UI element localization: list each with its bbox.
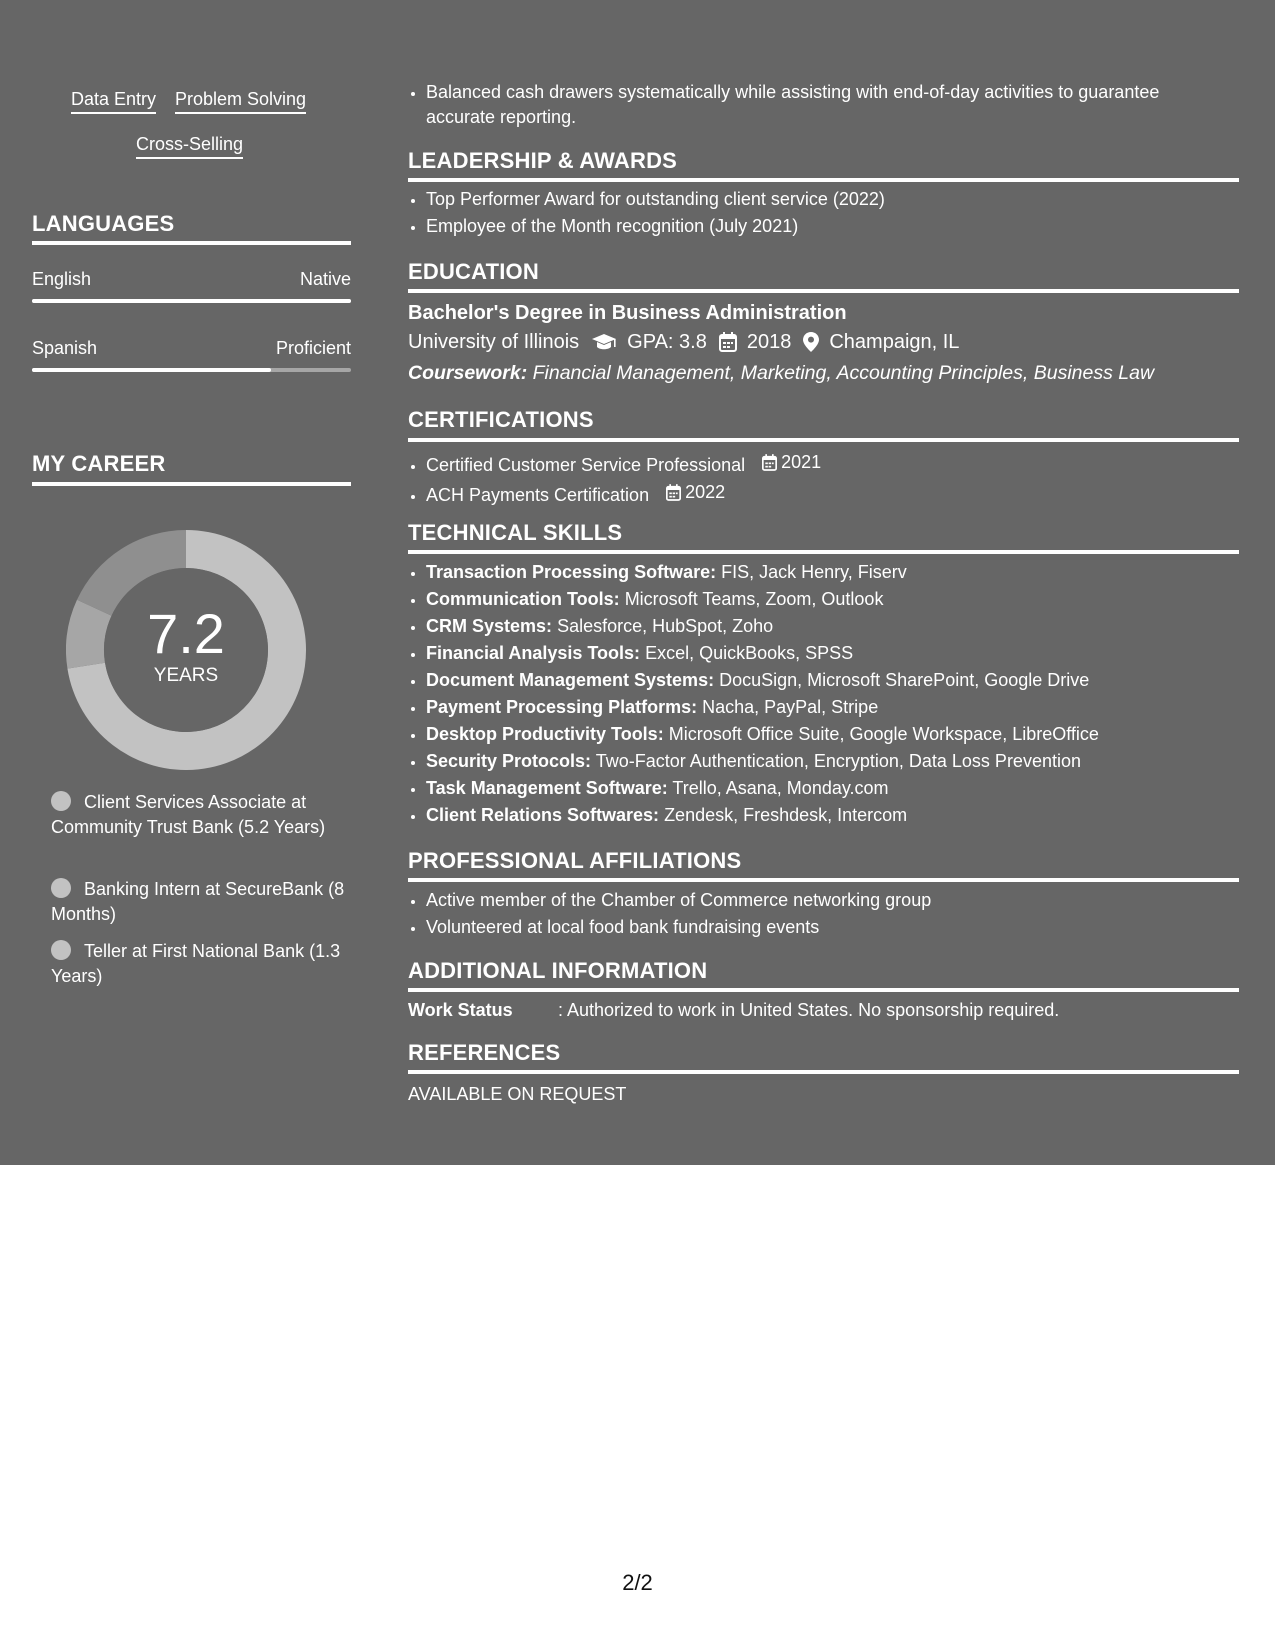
- language-bar-fill: [32, 368, 271, 372]
- languages-title: LANGUAGES: [32, 211, 175, 236]
- career-unit: YEARS: [153, 665, 219, 686]
- skill-value: Zendesk, Freshdesk, Intercom: [664, 805, 908, 825]
- calendar-icon: [762, 454, 777, 471]
- list-item: • Employee of the Month recognition (July 2021): [426, 213, 885, 240]
- list-item: [426, 613, 1099, 640]
- technical-skills-list: [408, 559, 1099, 829]
- education-coursework: [408, 360, 1154, 386]
- education-year: 2018: [746, 331, 792, 353]
- list-item: [426, 694, 1099, 721]
- section-rule: [408, 1070, 1239, 1074]
- sidebar: [32, 0, 351, 1165]
- career-title: MY CAREER: [32, 451, 166, 476]
- skill-label: Communication Tools:: [426, 589, 620, 609]
- skill-label: Security Protocols:: [426, 751, 592, 771]
- certification-name: ACH Payments Certification: [426, 485, 650, 505]
- list-item: • Volunteered at local food bank fundraising events: [426, 914, 931, 941]
- career-item: [51, 877, 351, 927]
- coursework-value: Financial Management, Marketing, Accounting Principles, Business Law: [532, 362, 1155, 384]
- skill-value: FIS, Jack Henry, Fiserv: [721, 562, 907, 582]
- skill-value: Microsoft Teams, Zoom, Outlook: [624, 589, 884, 609]
- skill-tag: Problem Solving: [175, 88, 306, 114]
- experience-bullets: [408, 80, 1231, 130]
- skill-label: Document Management Systems:: [426, 670, 715, 690]
- list-item: • Top Performer Award for outstanding client service (2022): [426, 186, 885, 213]
- list-item: [426, 721, 1099, 748]
- education-title: EDUCATION: [408, 259, 539, 284]
- skill-label: Client Relations Softwares:: [426, 805, 660, 825]
- section-rule: [408, 550, 1239, 554]
- skill-value: Two-Factor Authentication, Encryption, Data Loss Prevention: [595, 751, 1081, 771]
- leadership-title: LEADERSHIP & AWARDS: [408, 148, 678, 173]
- education-degree: Bachelor's Degree in Business Administration: [408, 302, 847, 324]
- list-item: [426, 748, 1099, 775]
- career-item: [51, 790, 351, 840]
- career-item-label: Banking Intern at SecureBank (8 Months): [51, 879, 345, 924]
- education-meta: [408, 329, 959, 355]
- references-title: REFERENCES: [408, 1040, 561, 1065]
- certifications-title: CERTIFICATIONS: [408, 407, 594, 432]
- career-total: 7.2: [147, 602, 225, 665]
- work-status-row: [408, 998, 1059, 1022]
- skill-value: Excel, QuickBooks, SPSS: [645, 643, 854, 663]
- list-item: [426, 775, 1099, 802]
- skill-value: Trello, Asana, Monday.com: [672, 778, 889, 798]
- calendar-icon: [719, 332, 737, 352]
- skill-label: Transaction Processing Software:: [426, 562, 717, 582]
- location-pin-icon: [803, 332, 819, 352]
- affiliations-list: [408, 887, 931, 941]
- section-rule: [408, 178, 1239, 182]
- education-gpa: GPA: 3.8: [627, 331, 707, 353]
- career-item-label: Client Services Associate at Community Trust Bank (5.2 Years): [51, 792, 326, 837]
- main-content: [408, 0, 1239, 1165]
- language-bar: [32, 299, 351, 303]
- list-item: • Balanced cash drawers systematically while assisting with end-of-day activities to guarantee accurate reporting.: [426, 80, 1231, 130]
- career-item: [51, 939, 351, 989]
- list-item: [426, 449, 821, 479]
- certification-year: 2022: [685, 482, 726, 502]
- language-name: Spanish: [32, 338, 98, 358]
- section-rule: [32, 482, 351, 486]
- skill-label: Task Management Software:: [426, 778, 668, 798]
- list-item: [426, 802, 1099, 829]
- list-item: [426, 559, 1099, 586]
- list-item: [426, 479, 821, 509]
- work-status-label: Work Status: [408, 1000, 513, 1020]
- skill-tag: Data Entry: [71, 88, 156, 114]
- skill-value: Nacha, PayPal, Stripe: [702, 697, 879, 717]
- section-rule: [408, 878, 1239, 882]
- coursework-label: Coursework:: [408, 362, 528, 384]
- language-row: [32, 337, 351, 359]
- affiliations-title: PROFESSIONAL AFFILIATIONS: [408, 848, 742, 873]
- skill-tag: Cross-Selling: [136, 133, 243, 159]
- language-bar-fill: [32, 299, 351, 303]
- section-rule: [408, 289, 1239, 293]
- skill-label: Payment Processing Platforms:: [426, 697, 698, 717]
- language-bar: [32, 368, 351, 372]
- section-rule: [408, 438, 1239, 442]
- section-rule: [32, 241, 351, 245]
- skill-label: Desktop Productivity Tools:: [426, 724, 664, 744]
- career-dot: [51, 791, 71, 811]
- skill-label: CRM Systems:: [426, 616, 553, 636]
- certifications-list: [408, 449, 821, 509]
- list-item: • Active member of the Chamber of Commerce networking group: [426, 887, 931, 914]
- language-name: English: [32, 269, 92, 289]
- career-dot: [51, 940, 71, 960]
- education-school: University of Illinois: [408, 331, 580, 353]
- list-item: [426, 640, 1099, 667]
- language-level: Native: [299, 269, 351, 289]
- career-dot: [51, 878, 71, 898]
- technical-skills-title: TECHNICAL SKILLS: [408, 520, 623, 545]
- calendar-icon: [666, 484, 681, 501]
- graduation-cap-icon: [591, 333, 617, 351]
- skill-label: Financial Analysis Tools:: [426, 643, 641, 663]
- list-item: [426, 586, 1099, 613]
- education-location: Champaign, IL: [829, 331, 960, 353]
- skill-value: Microsoft Office Suite, Google Workspace, LibreOffice: [668, 724, 1099, 744]
- list-item: [426, 667, 1099, 694]
- career-item-label: Teller at First National Bank (1.3 Years): [51, 941, 341, 986]
- page-number: 2/2: [622, 1570, 653, 1595]
- section-rule: [408, 988, 1239, 992]
- certification-year: 2021: [781, 452, 822, 472]
- work-status-value: : Authorized to work in United States. No sponsorship required.: [558, 1000, 1060, 1020]
- skill-value: DocuSign, Microsoft SharePoint, Google Drive: [719, 670, 1090, 690]
- additional-info-title: ADDITIONAL INFORMATION: [408, 958, 708, 983]
- skill-value: Salesforce, HubSpot, Zoho: [557, 616, 774, 636]
- language-row: [32, 268, 351, 290]
- certification-name: Certified Customer Service Professional: [426, 455, 746, 475]
- leadership-list: [408, 186, 885, 240]
- references-text: AVAILABLE ON REQUEST: [408, 1084, 627, 1104]
- language-level: Proficient: [275, 338, 351, 358]
